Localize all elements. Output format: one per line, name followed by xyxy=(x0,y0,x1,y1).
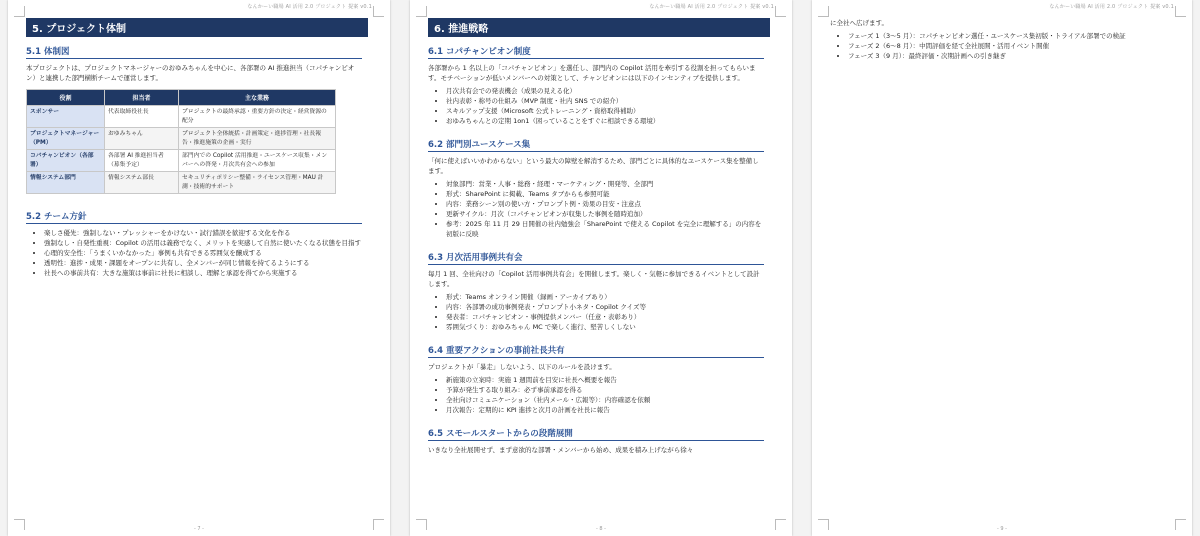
bullet-list xyxy=(428,292,764,332)
bullet-list xyxy=(428,86,764,126)
table-cell[interactable]: 部門内での Copilot 活用推進・ユースケース収集・メンバーへの啓発・月次共有会への参加 xyxy=(179,150,336,172)
list-item[interactable]: • フェーズ 1（3〜5 月）：コパチャンピオン選任・ユースケース集初版・トライアル部署での検証 xyxy=(848,31,1164,41)
section-heading[interactable]: 6.5 スモールスタートからの段階展開 xyxy=(428,427,764,441)
list-item[interactable]: • 予算が発生する取り組み：必ず事前承認を得る xyxy=(446,385,764,395)
list-item[interactable]: • 強制なし・自発性重視：Copilot の活用は義務でなく、メリットを実感して自然に使いたくなる状態を目指す xyxy=(44,238,362,248)
list-item[interactable]: • 心理的安全性：「うまくいかなかった」事例も共有できる雰囲気を醸成する xyxy=(44,248,362,258)
list-item[interactable]: • フェーズ 2（6〜8 月）：中間評価を経て全社展開・活用イベント開催 xyxy=(848,41,1164,51)
table-header-cell[interactable]: 主な業務 xyxy=(179,90,336,106)
table-cell[interactable]: 情報システム部門 xyxy=(27,172,105,194)
table-row xyxy=(27,150,336,172)
section-heading[interactable]: 6.1 コパチャンピオン制度 xyxy=(428,45,764,59)
section-heading[interactable]: 6.2 部門別ユースケース集 xyxy=(428,138,764,152)
org-table xyxy=(26,89,336,194)
crop-mark xyxy=(1175,6,1186,17)
crop-mark xyxy=(775,6,786,17)
list-item[interactable]: • 社長への事前共有：大きな施策は事前に社長に相談し、理解と承認を得てから実施する xyxy=(44,268,362,278)
list-item[interactable]: • フェーズ 3（9 月）：最終評価・次期計画への引き継ぎ xyxy=(848,51,1164,61)
table-cell[interactable]: 代表取締役社長 xyxy=(105,106,179,128)
paragraph[interactable]: 毎月 1 回、全社向けの「Copilot 活用事例共有会」を開催します。楽しく・気軽に参加できるイベントとして設計します。 xyxy=(428,270,760,288)
paragraph[interactable]: プロジェクトが「暴走」しないよう、以下のルールを設けます。 xyxy=(428,363,616,371)
chapter-heading[interactable]: 5. プロジェクト体制 xyxy=(26,18,368,37)
list-item[interactable]: • 全社向けコミュニケーション（社内メール・広報等）：内容確認を依頼 xyxy=(446,395,764,405)
crop-mark xyxy=(373,6,384,17)
section-heading[interactable]: 6.4 重要アクションの事前社長共有 xyxy=(428,344,764,358)
list-item[interactable]: • 形式：Teams オンライン開催（録画・アーカイブあり） xyxy=(446,292,764,302)
running-header: なんかーい職場 AI 活用 2.0 プロジェクト 提案 v0.1 xyxy=(1049,4,1174,10)
table-header-cell[interactable]: 担当者 xyxy=(105,90,179,106)
table-cell[interactable]: コパチャンピオン（各部署） xyxy=(27,150,105,172)
section-heading[interactable]: 5.2 チーム方針 xyxy=(26,210,362,224)
table-cell[interactable]: プロジェクトマネージャー（PM） xyxy=(27,128,105,150)
list-item[interactable]: • 参考：2025 年 11 月 29 日開催の社内勉強会「SharePoint で使える Copilot を完全に理解する」の内容を初版に反映 xyxy=(446,219,764,239)
document-page-9 xyxy=(812,0,1192,536)
paragraph[interactable]: に全社へ広げます。 xyxy=(830,19,888,27)
table-header-row xyxy=(27,90,336,106)
paragraph[interactable]: いきなり全社展開せず、まず意欲的な部署・メンバーから始め、成果を積み上げながら徐々 xyxy=(428,446,694,454)
crop-mark xyxy=(818,6,829,17)
bullet-list xyxy=(428,179,764,239)
table-row xyxy=(27,172,336,194)
list-item[interactable]: • おゆみちゃんとの定期 1on1（困っていることをすぐに相談できる環境） xyxy=(446,116,764,126)
bullet-list xyxy=(428,375,764,415)
table-cell[interactable]: プロジェクトの最終承認・重要方針の決定・経営資源の配分 xyxy=(179,106,336,128)
paragraph[interactable]: 「何に使えばいいかわからない」という最大の障壁を解消するため、部門ごとに具体的なユースケース集を整備します。 xyxy=(428,157,759,175)
table-row xyxy=(27,106,336,128)
paragraph[interactable]: 本プロジェクトは、プロジェクトマネージャーのおゆみちゃんを中心に、各部署の AI 推進担当（コパチャンピオン）と連携した部門横断チームで運営します。 xyxy=(26,64,355,82)
page-number: - 9 - xyxy=(997,526,1007,532)
page-number: - 7 - xyxy=(194,526,204,532)
chapter-heading[interactable]: 6. 推進戦略 xyxy=(428,18,770,37)
list-item[interactable]: • 発表者：コパチャンピオン・事例提供メンバー（任意・表彰あり） xyxy=(446,312,764,322)
running-header: なんかーい職場 AI 活用 2.0 プロジェクト 提案 v0.1 xyxy=(649,4,774,10)
list-item[interactable]: • 内容：各部署の成功事例発表・プロンプト小ネタ・Copilot クイズ等 xyxy=(446,302,764,312)
list-item[interactable]: • 月次共有会での発表機会（成果の見える化） xyxy=(446,86,764,96)
list-item[interactable]: • 内容：業務シーン別の使い方・プロンプト例・効果の目安・注意点 xyxy=(446,199,764,209)
list-item[interactable]: • 更新サイクル：月次（コパチャンピオンが収集した事例を随時追加） xyxy=(446,209,764,219)
list-item[interactable]: • 雰囲気づくり：おゆみちゃん MC で楽しく進行、堅苦しくしない xyxy=(446,322,764,332)
table-header-cell[interactable]: 役割 xyxy=(27,90,105,106)
document-page-7 xyxy=(8,0,390,536)
list-item[interactable]: • スキルアップ支援（Microsoft 公式トレーニング・資格取得補助） xyxy=(446,106,764,116)
list-item[interactable]: • 新施策の立案時：実施 1 週間前を目安に社長へ概要を報告 xyxy=(446,375,764,385)
list-item[interactable]: • 社内表彰・称号の仕組み（MVP 制度・社内 SNS での紹介） xyxy=(446,96,764,106)
list-item[interactable]: • 対象部門：営業・人事・総務・経理・マーケティング・開発等、全部門 xyxy=(446,179,764,189)
table-cell[interactable]: プロジェクト全体統括・計画策定・進捗管理・社長報告・推進施策の企画・実行 xyxy=(179,128,336,150)
page-number: - 8 - xyxy=(596,526,606,532)
bullet-list xyxy=(26,228,362,278)
table-row xyxy=(27,128,336,150)
section-heading[interactable]: 6.3 月次活用事例共有会 xyxy=(428,251,764,265)
table-cell[interactable]: おゆみちゃん xyxy=(105,128,179,150)
bullet-list xyxy=(830,31,1164,61)
table-cell[interactable]: セキュリティポリシー整備・ライセンス管理・MAU 計測・技術的サポート xyxy=(179,172,336,194)
crop-mark xyxy=(416,6,427,17)
list-item[interactable]: • 月次報告：定期的に KPI 進捗と次月の計画を社長に報告 xyxy=(446,405,764,415)
table-cell[interactable]: 各部署 AI 推進担当者（募集予定） xyxy=(105,150,179,172)
table-cell[interactable]: スポンサー xyxy=(27,106,105,128)
paragraph[interactable]: 各部署から 1 名以上の「コパチャンピオン」を選任し、部門内の Copilot 活用を牽引する役割を担ってもらいます。モチベーションが低いメンバーへの対策として、チャンピオンには以下のインセンティブを提供します。 xyxy=(428,64,756,82)
list-item[interactable]: • 透明性：進捗・成果・課題をオープンに共有し、全メンバーが同じ情報を持てるようにする xyxy=(44,258,362,268)
crop-mark xyxy=(14,6,25,17)
list-item[interactable]: • 楽しさ優先：強制しない・プレッシャーをかけない・試行錯誤を歓迎する文化を作る xyxy=(44,228,362,238)
running-header: なんかーい職場 AI 活用 2.0 プロジェクト 提案 v0.1 xyxy=(247,4,372,10)
document-page-8 xyxy=(410,0,792,536)
table-cell[interactable]: 情報システム部長 xyxy=(105,172,179,194)
list-item[interactable]: • 形式：SharePoint に掲載、Teams タブからも参照可能 xyxy=(446,189,764,199)
section-heading[interactable]: 5.1 体制図 xyxy=(26,45,362,59)
